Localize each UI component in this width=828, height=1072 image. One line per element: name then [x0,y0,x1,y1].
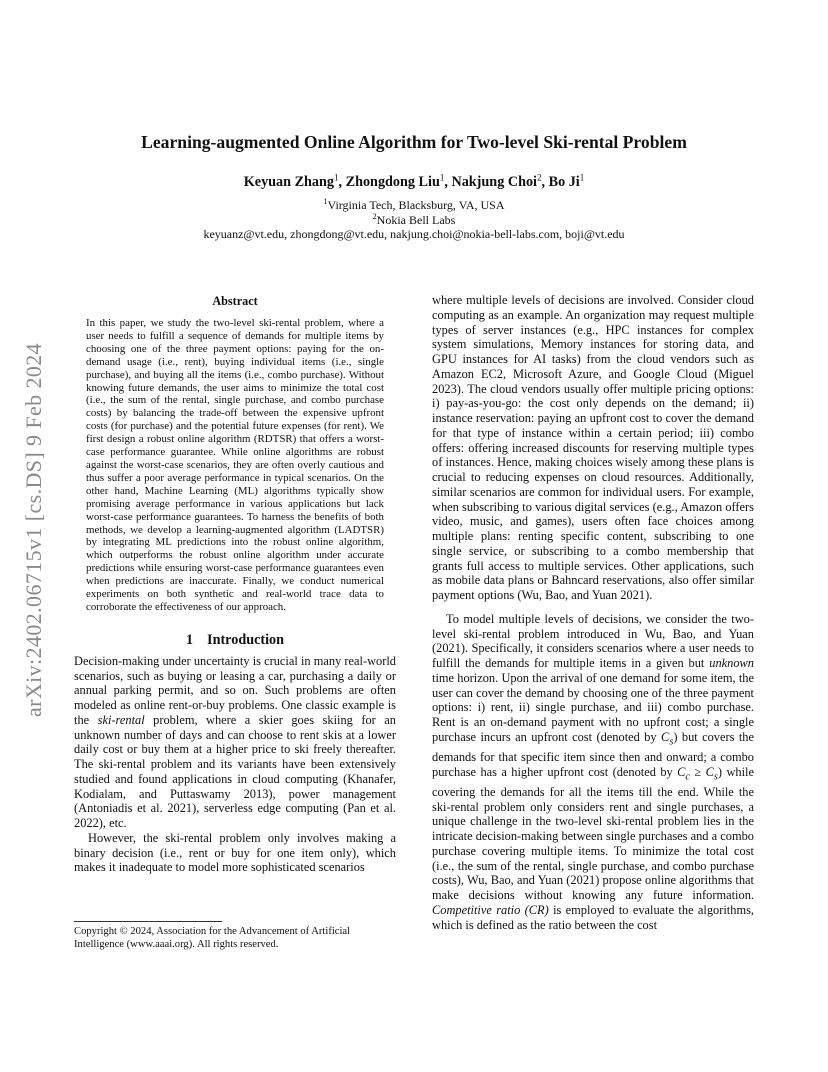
author-separator: , [444,174,452,190]
text-run: ) but covers the demands for that specific item since then and onward; a combo purchase has a higher upfront cost (denoted by [432,729,754,779]
affiliation-line [74,198,754,213]
text-run: To model multiple levels of decisions, we consider the two-level ski-rental problem introduced in Wu, Bao, and Yuan (2021). Specifically, it considers scenarios where a user needs to fulfill the demands for multiple items in a given but [432,611,754,670]
emphasis-ski-rental: ski-rental [97,712,145,727]
text-run: ) while covering the demands for all the items till the end. While the ski-rental problem only considers rent and single purchases, a unique challenge in the two-level ski-rental problem lies in the intricate decision-making between single purchases and a combo purchase covering multiple items. To minimize the total cost (i.e., the sum of the rental, single purchase, and combo purchase costs), Wu, Bao, and Yuan (2021) propose online algorithms that make decisions without knowing any future information. [432,764,754,903]
footnote-rule [74,921,222,922]
intro-paragraph-1 [74,654,396,831]
arxiv-identifier-sidebar [10,300,58,760]
math-subscript: c [685,771,690,783]
abstract-heading: Abstract [212,294,258,308]
author-name: Zhongdong Liu [345,174,440,190]
emphasis-competitive-ratio: Competitive ratio (CR) [432,902,549,917]
author-affiliation-mark: 1 [579,172,585,183]
text-run: Decision-making under uncertainty is crucial in many real-world scenarios, such as buying or leasing a car, purchasing a daily or annual parking permit, and so on. Such problems are often modeled as online rent-or-buy problems. One classic example is the [74,653,396,727]
section-heading-introduction [74,631,396,649]
math-cost-single [661,729,674,748]
paper-title: Learning-augmented Online Algorithm for Two-level Ski-rental Problem [141,132,687,152]
math-operator: ≥ [690,764,706,779]
affiliation-mark: 2 [372,211,377,221]
author-affiliation-mark: 2 [537,172,542,183]
author-affiliation-mark: 1 [334,172,339,183]
author-name: Bo Ji [548,174,580,190]
section-number: 1 [185,631,194,648]
text-run: time horizon. Upon the arrival of one demand for some item, the user can cover the demand by choosing one of the three payment options: i) rent, ii) single purchase, and iii) combo purchase. Rent is an on-demand payment with no upfront cost; a single purchase incurs an upfront cost (denoted by [432,670,754,744]
author-separator: , [541,174,549,190]
math-cost-relation [677,764,718,783]
emphasis-unknown: unknown [709,656,754,670]
author-affiliation-mark: 1 [439,172,445,183]
arxiv-identifier-text: arXiv:2402.06715v1 [cs.DS] 9 Feb 2024 [21,342,47,718]
body-paragraph-two-level-model [432,612,754,933]
affiliations-block [74,198,754,242]
math-symbol: C [677,764,686,779]
math-symbol: C [661,729,670,744]
affiliation-text: Virginia Tech, Blacksburg, VA, USA [327,198,505,212]
math-subscript: s [669,736,674,748]
author-separator: , [338,174,346,190]
math-symbol: C [705,764,714,779]
text-run: is employed to evaluate the algorithms, which is defined as the ratio between the cost [432,902,754,932]
body-paragraph-continued: where multiple levels of decisions are involved. Consider cloud computing as an example. An organization may request multiple types of server instances (e.g., HPC instances for complex system simulations, Memory instances for storing data, and GPU instances for AI tasks) from the cloud vendors such as Amazon EC2, Microsoft Azure, and Google Cloud (Miguel 2023). The cloud vendors usually offer multiple pricing options: i) pay-as-you-go: the cost only depends on the demand; ii) instance reservation: paying an upfront cost to cover the demand for that type of instance within a certain period; iii) combo offers: offering increased discounts for reserving multiple types of instances. Hence, making choices wisely among these plans is crucial to reducing expenses on cloud resources. Additionally, similar scenarios are common for individual users. For example, when subscribing to various digital services (e.g., Amazon offers video, music, and games), users often face choices among multiple plans: renting specific content, subscribing to one single service, or subscribing to a combo membership that grants full access to multiple services. Other applications, such as mobile data plans or Bahncard reservations, also offer similar payment options (Wu, Bao, and Yuan 2021). [432,293,754,602]
intro-paragraph-2: However, the ski-rental problem only involves making a binary decision (i.e., rent or buy for one item only), which makes it inadequate to model more sophisticated scenarios [74,830,396,875]
author-name: Nakjung Choi [451,174,538,190]
right-column [432,293,754,932]
left-column [74,293,396,875]
affiliation-text: Nokia Bell Labs [376,212,456,227]
author-list [74,173,754,191]
abstract-body: In this paper, we study the two-level ski-rental problem, where a user needs to fulfill a sequence of demands for multiple items by choosing one of the three payment options: paying for the on-demand usage (i.e., rent), buying individual items (i.e., single purchase), and buying all the items (i.e., combo purchase). Without knowing future demands, the user aims to minimize the total cost (i.e., the sum of the rental, single purchase, and combo purchase costs) by balancing the trade-off between the expensive upfront costs (for purchase) and the potential future expenses (for rent). We first design a robust online algorithm (RDTSR) that offers a worst-case performance guarantee. While online algorithms are robust against the worst-case scenarios, they are often overly cautious and thus suffer a poor average performance in typical scenarios. On the other hand, Machine Learning (ML) algorithms typically show promising average performance in various applications but lack worst-case performance guarantees. To harness the benefits of both methods, we develop a learning-augmented algorithm (LADTSR) by integrating ML predictions into the robust online algorithm, which outperforms the robust online algorithm under accurate predictions while ensuring worst-case performance guarantees even when predictions are inaccurate. Finally, we conduct numerical experiments on both synthetic and real-world trace data to corroborate the effectiveness of our approach. [86,317,384,613]
copyright-footnote: Copyright © 2024, Association for the Advancement of Artificial Intelligence (www.aaai.org). All rights reserved. [74,926,351,950]
affiliation-line [74,213,754,228]
section-title: Introduction [207,631,285,648]
math-subscript: s [713,771,718,783]
author-emails: keyuanz@vt.edu, zhongdong@vt.edu, nakjung.choi@nokia-bell-labs.com, boji@vt.edu [203,227,625,242]
text-run: problem, where a skier goes skiing for an unknown number of days and can choose to rent skis at a lower daily cost or buy them at a higher price to ski freely thereafter. The ski-rental problem and its variants have been extensively studied and found applications in cloud computing (Khanafer, Kodialam, and Puttaswamy 2013), power management (Antoniadis et al. 2021), serverless edge computing (Pan et al. 2022), etc. [74,712,396,831]
author-name: Keyuan Zhang [243,174,335,190]
affiliation-mark: 1 [323,197,328,206]
